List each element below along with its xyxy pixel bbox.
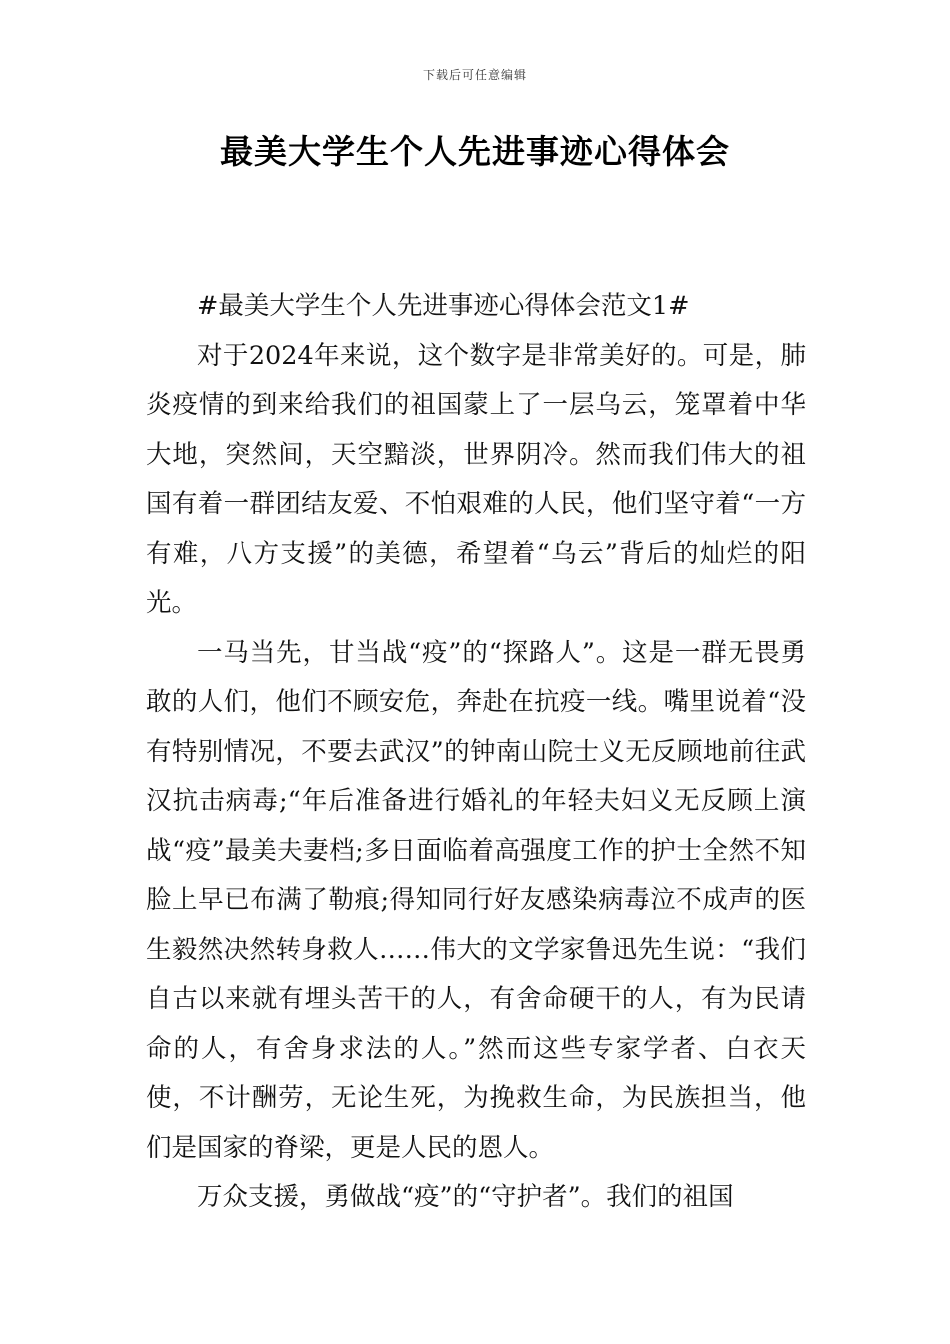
document-title: 最美大学生个人先进事迹心得体会	[220, 132, 730, 171]
header-note: 下载后可任意编辑	[422, 68, 527, 82]
paragraph: 万众支援，勇做战“疫”的“守护者”。我们的祖国	[197, 1182, 734, 1212]
section-heading: #最美大学生个人先进事迹心得体会范文1#	[197, 291, 690, 321]
paragraph: 对于2024年来说，这个数字是非常美好的。可是，肺炎疫情的到来给我们的祖国蒙上了一层乌云，笼罩着中华大地，突然间，天空黯淡，世界阴冷。然而我们伟大的祖国有着一群团结友爱、不怕艰难的人民，他们坚守着“一方有难，八方支援”的美德，希望着“乌云”背后的灿烂的阳光。	[146, 340, 806, 618]
document-body	[146, 282, 806, 1223]
paragraph: 一马当先，甘当战“疫”的“探路人”。这是一群无畏勇敢的人们，他们不顾安危，奔赴在抗疫一线。嘴里说着“没有特别情况，不要去武汉”的钟南山院士义无反顾地前往武汉抗击病毒;“年后准备进行婚礼的年轻夫妇义无反顾上演战“疫”最美夫妻档;多日面临着高强度工作的护士全然不知脸上早已布满了勒痕;得知同行好友感染病毒泣不成声的医生毅然决然转身救人……伟大的文学家鲁迅先生说：“我们自古以来就有埋头苦干的人，有舍命硬干的人，有为民请命的人，有舍身求法的人。”然而这些专家学者、白衣天使，不计酬劳，无论生死，为挽救生命，为民族担当，他们是国家的脊梁，更是人民的恩人。	[146, 637, 806, 1163]
